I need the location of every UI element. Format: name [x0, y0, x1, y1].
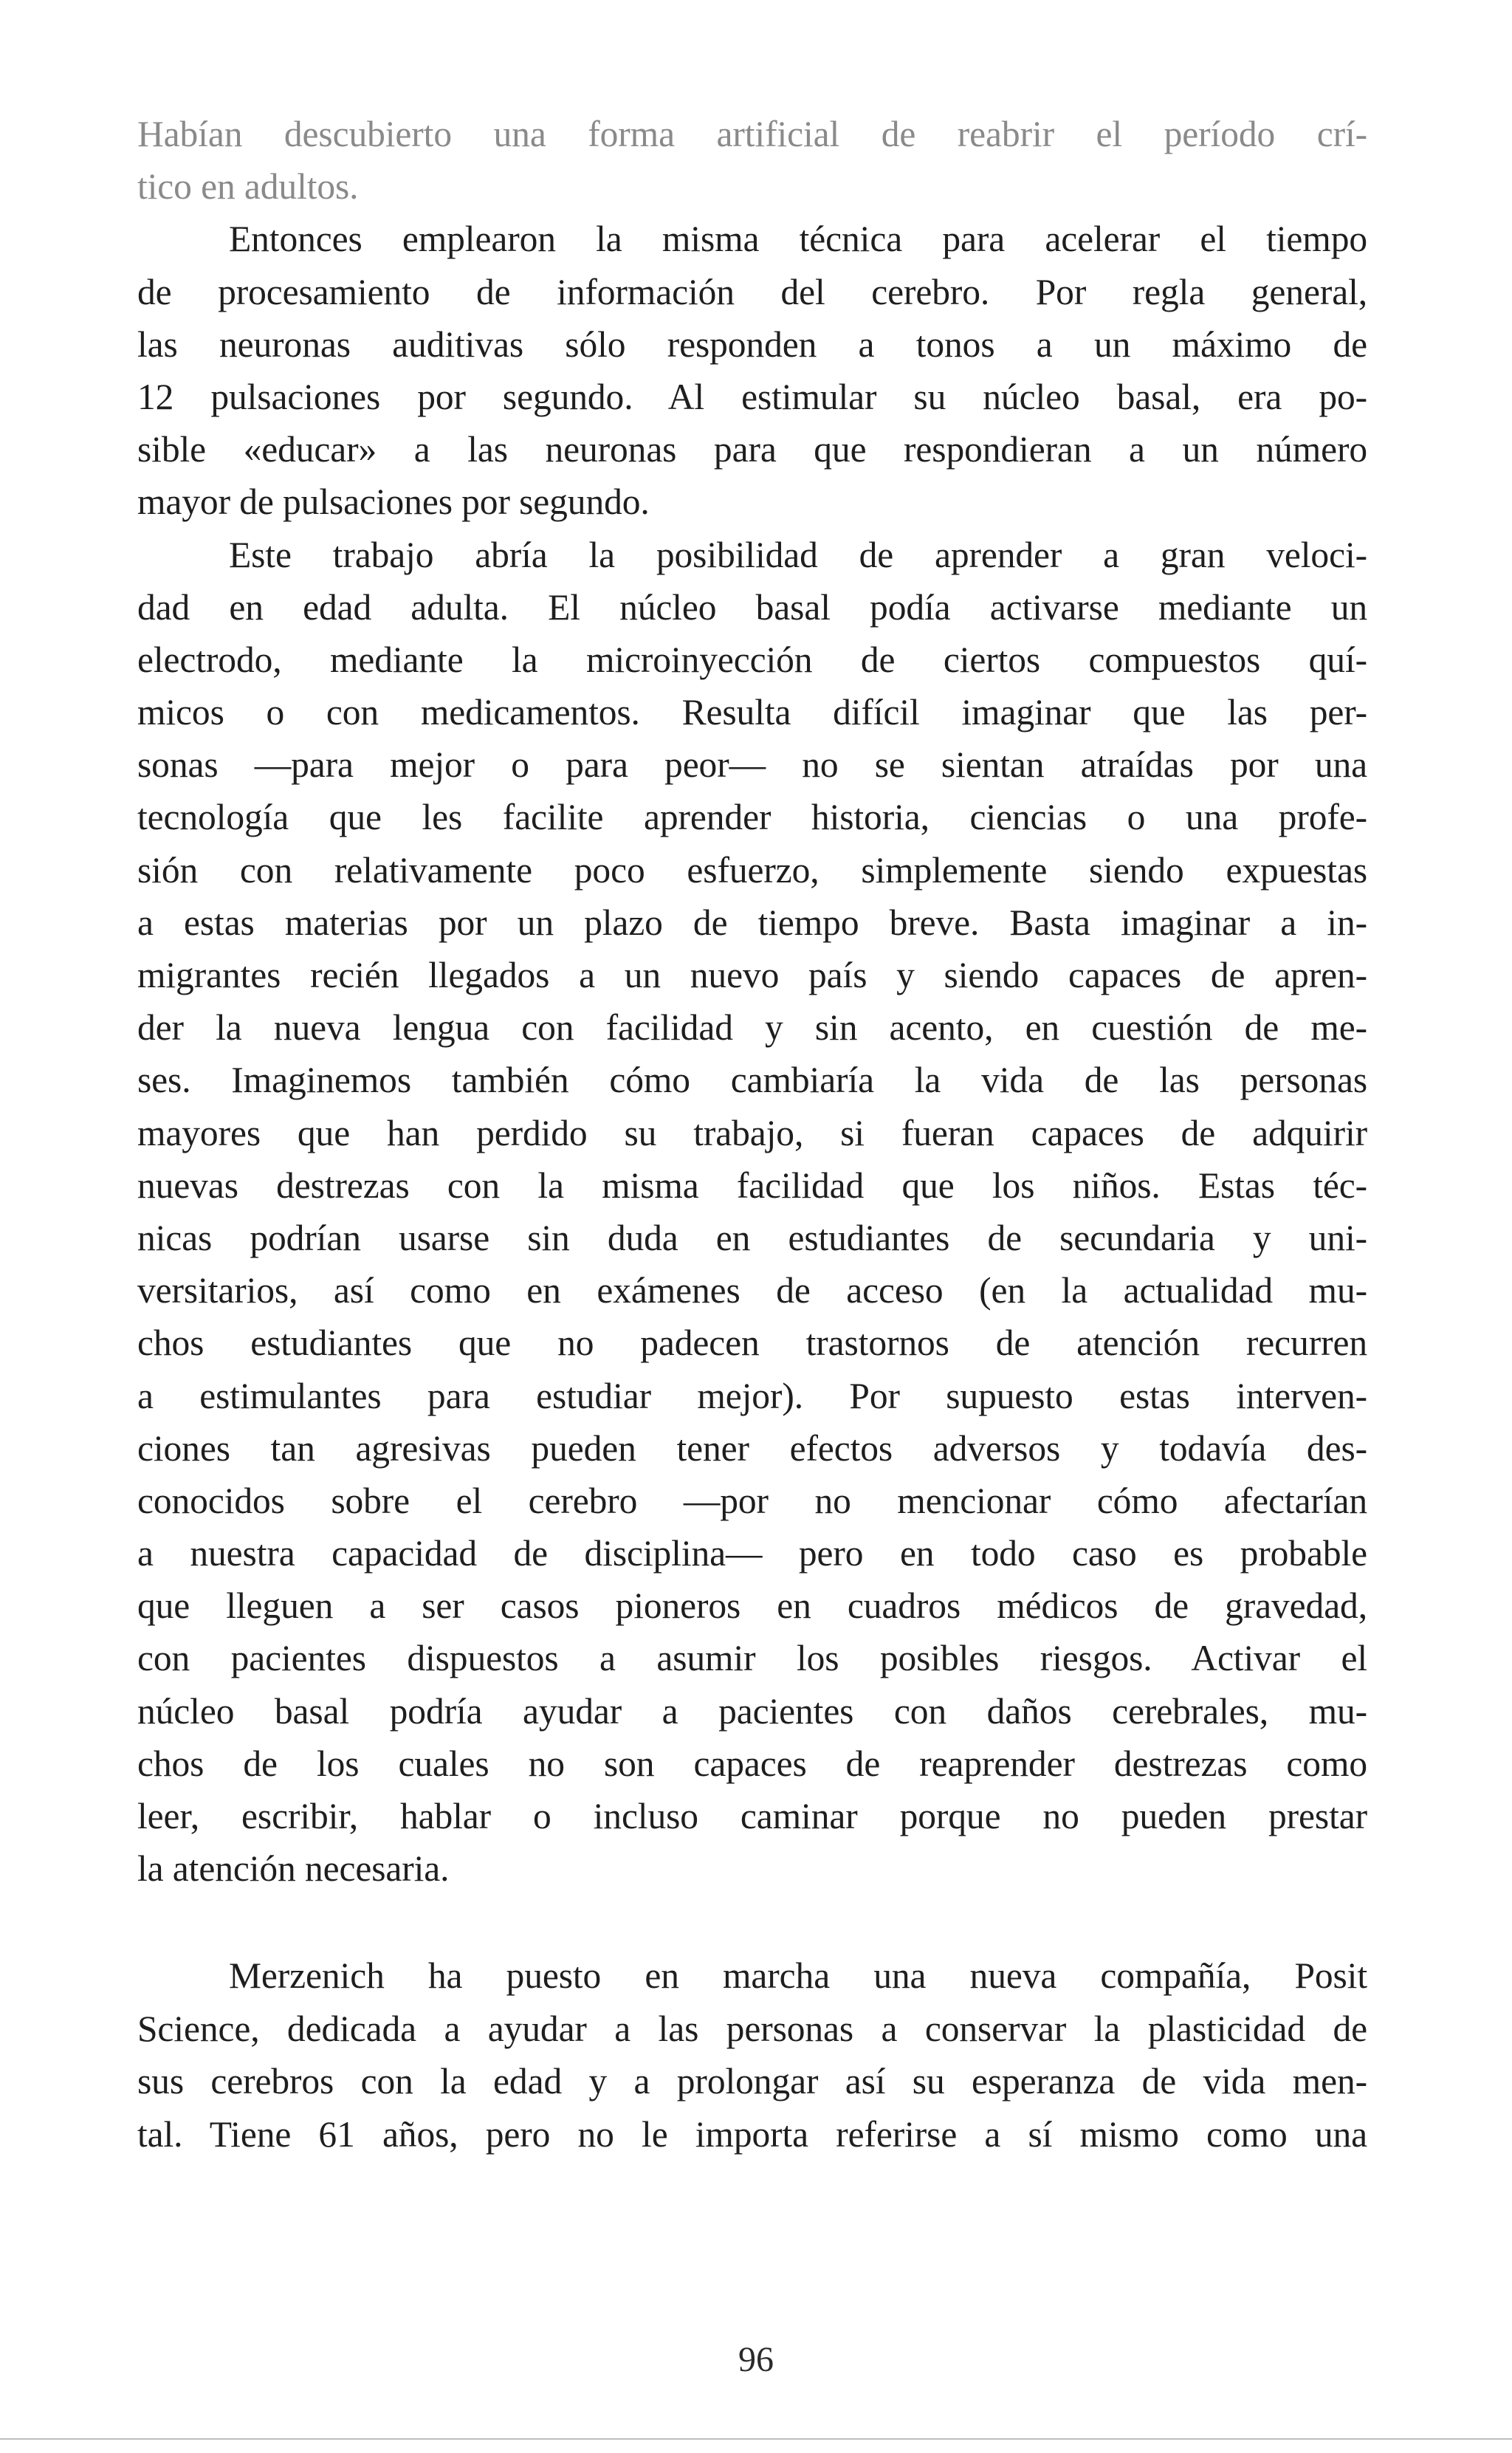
text-line: que lleguen a ser casos pioneros en cuadros médicos de gravedad,: [137, 1585, 1367, 1627]
text-line: Science, dedicada a ayudar a las personas a conservar la plasticidad de: [137, 2008, 1367, 2049]
text-line: ses. Imaginemos también cómo cambiaría la vida de las personas: [137, 1060, 1367, 1101]
paragraph-2: [137, 213, 1367, 528]
main-text-block: [137, 108, 1367, 1895]
text-line: sible «educar» a las neuronas para que respondieran a un número: [137, 429, 1367, 470]
text-line: dad en edad adulta. El núcleo basal podía activarse mediante un: [137, 586, 1367, 628]
text-line: 12 pulsaciones por segundo. Al estimular su núcleo basal, era po-: [137, 376, 1367, 417]
text-line: Merzenich ha puesto en marcha una nueva compañía, Posit: [229, 1955, 1367, 1996]
paragraph-1: [137, 108, 1367, 213]
text-line: tecnología que les facilite aprender historia, ciencias o una profe-: [137, 797, 1367, 838]
text-line: a estimulantes para estudiar mejor). Por supuesto estas interven-: [137, 1375, 1367, 1416]
text-line: nicas podrían usarse sin duda en estudiantes de secundaria y uni-: [137, 1217, 1367, 1258]
text-line: chos de los cuales no son capaces de reaprender destrezas como: [137, 1743, 1367, 1784]
text-line: nuevas destrezas con la misma facilidad que los niños. Estas téc-: [137, 1164, 1367, 1206]
text-line: a estas materias por un plazo de tiempo breve. Basta imaginar a in-: [137, 902, 1367, 943]
text-line: der la nueva lengua con facilidad y sin acento, en cuestión de me-: [137, 1007, 1367, 1049]
text-line: conocidos sobre el cerebro —por no mencionar cómo afectarían: [137, 1480, 1367, 1521]
text-line: micos o con medicamentos. Resulta difícil imaginar que las per-: [137, 692, 1367, 733]
text-line: tal. Tiene 61 años, pero no le importa referirse a sí mismo como una: [137, 2113, 1367, 2155]
text-line: sión con relativamente poco esfuerzo, simplemente siendo expuestas: [137, 849, 1367, 891]
text-line: de procesamiento de información del cerebro. Por regla general,: [137, 271, 1367, 312]
page-number: 96: [738, 2340, 774, 2379]
text-line: mayores que han perdido su trabajo, si fueran capaces de adquirir: [137, 1112, 1367, 1153]
text-line: tico en adultos.: [137, 166, 359, 207]
text-line: Entonces emplearon la misma técnica para acelerar el tiempo: [229, 219, 1367, 260]
text-line: sus cerebros con la edad y a prolongar así su esperanza de vida men-: [137, 2061, 1367, 2102]
text-line: migrantes recién llegados a un nuevo país y siendo capaces de apren-: [137, 955, 1367, 995]
text-line: mayor de pulsaciones por segundo.: [137, 481, 650, 523]
text-line: la atención necesaria.: [137, 1848, 450, 1890]
text-line: leer, escribir, hablar o incluso caminar porque no pueden prestar: [137, 1796, 1367, 1836]
text-line: a nuestra capacidad de disciplina— pero en todo caso es probable: [137, 1533, 1367, 1574]
text-line: Habían descubierto una forma artificial de reabrir el período crí-: [137, 114, 1367, 154]
text-line: con pacientes dispuestos a asumir los posibles riesgos. Activar el: [137, 1638, 1367, 1679]
text-line: sonas —para mejor o para peor— no se sientan atraídas por una: [137, 744, 1367, 786]
text-line: electrodo, mediante la microinyección de ciertos compuestos quí-: [137, 639, 1367, 680]
text-line: versitarios, así como en exámenes de acceso (en la actualidad mu-: [137, 1270, 1367, 1311]
paragraph-4: [137, 1949, 1367, 2161]
paragraph-3: [137, 529, 1367, 1896]
text-line: Este trabajo abría la posibilidad de aprender a gran veloci-: [229, 534, 1367, 575]
text-line: núcleo basal podría ayudar a pacientes con daños cerebrales, mu-: [137, 1690, 1367, 1732]
text-line: ciones tan agresivas pueden tener efectos adversos y todavía des-: [137, 1427, 1367, 1469]
secondary-text-block: [137, 1949, 1367, 2161]
text-line: chos estudiantes que no padecen trastornos de atención recurren: [137, 1322, 1367, 1364]
scan-edge-divider: [0, 2438, 1512, 2440]
text-line: las neuronas auditivas sólo responden a tonos a un máximo de: [137, 323, 1367, 365]
